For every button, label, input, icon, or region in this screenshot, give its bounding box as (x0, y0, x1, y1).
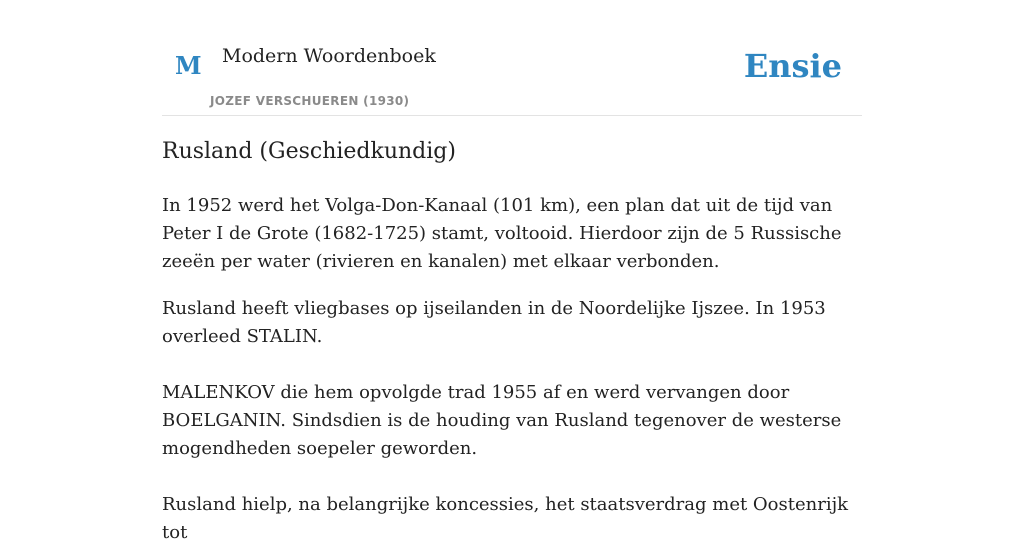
book-logo[interactable]: M (175, 51, 202, 80)
content-column (162, 0, 862, 543)
entry-paragraph: In 1952 werd het Volga-Don-Kanaal (101 km), een plan dat uit de tijd van Peter I de Grote (1682-1725) stamt, voltooid. Hierdoor zijn de 5 Russische zeeën per water (rivieren en kanalen) met elkaar verbonden. (162, 195, 842, 272)
book-author: JOZEF VERSCHUEREN (1930) (210, 94, 410, 108)
entry-title: Rusland (Geschiedkundig) (162, 139, 456, 164)
entry-paragraph: Rusland heeft vliegbases op ijseilanden in de Noordelijke Ijszee. In 1953 overleed STALIN. (162, 298, 826, 347)
brand-logo[interactable]: Ensie (743, 47, 842, 85)
book-title[interactable]: Modern Woordenboek (222, 45, 436, 67)
header (162, 0, 862, 116)
entry-paragraph: Rusland hielp, na belangrijke koncessies, het staatsverdrag met Oostenrijk tot (162, 494, 849, 543)
entry-paragraph: MALENKOV die hem opvolgde trad 1955 af en werd vervangen door BOELGANIN. Sindsdien is de houding van Rusland tegenover de westerse mogendheden soepeler geworden. (162, 382, 842, 459)
